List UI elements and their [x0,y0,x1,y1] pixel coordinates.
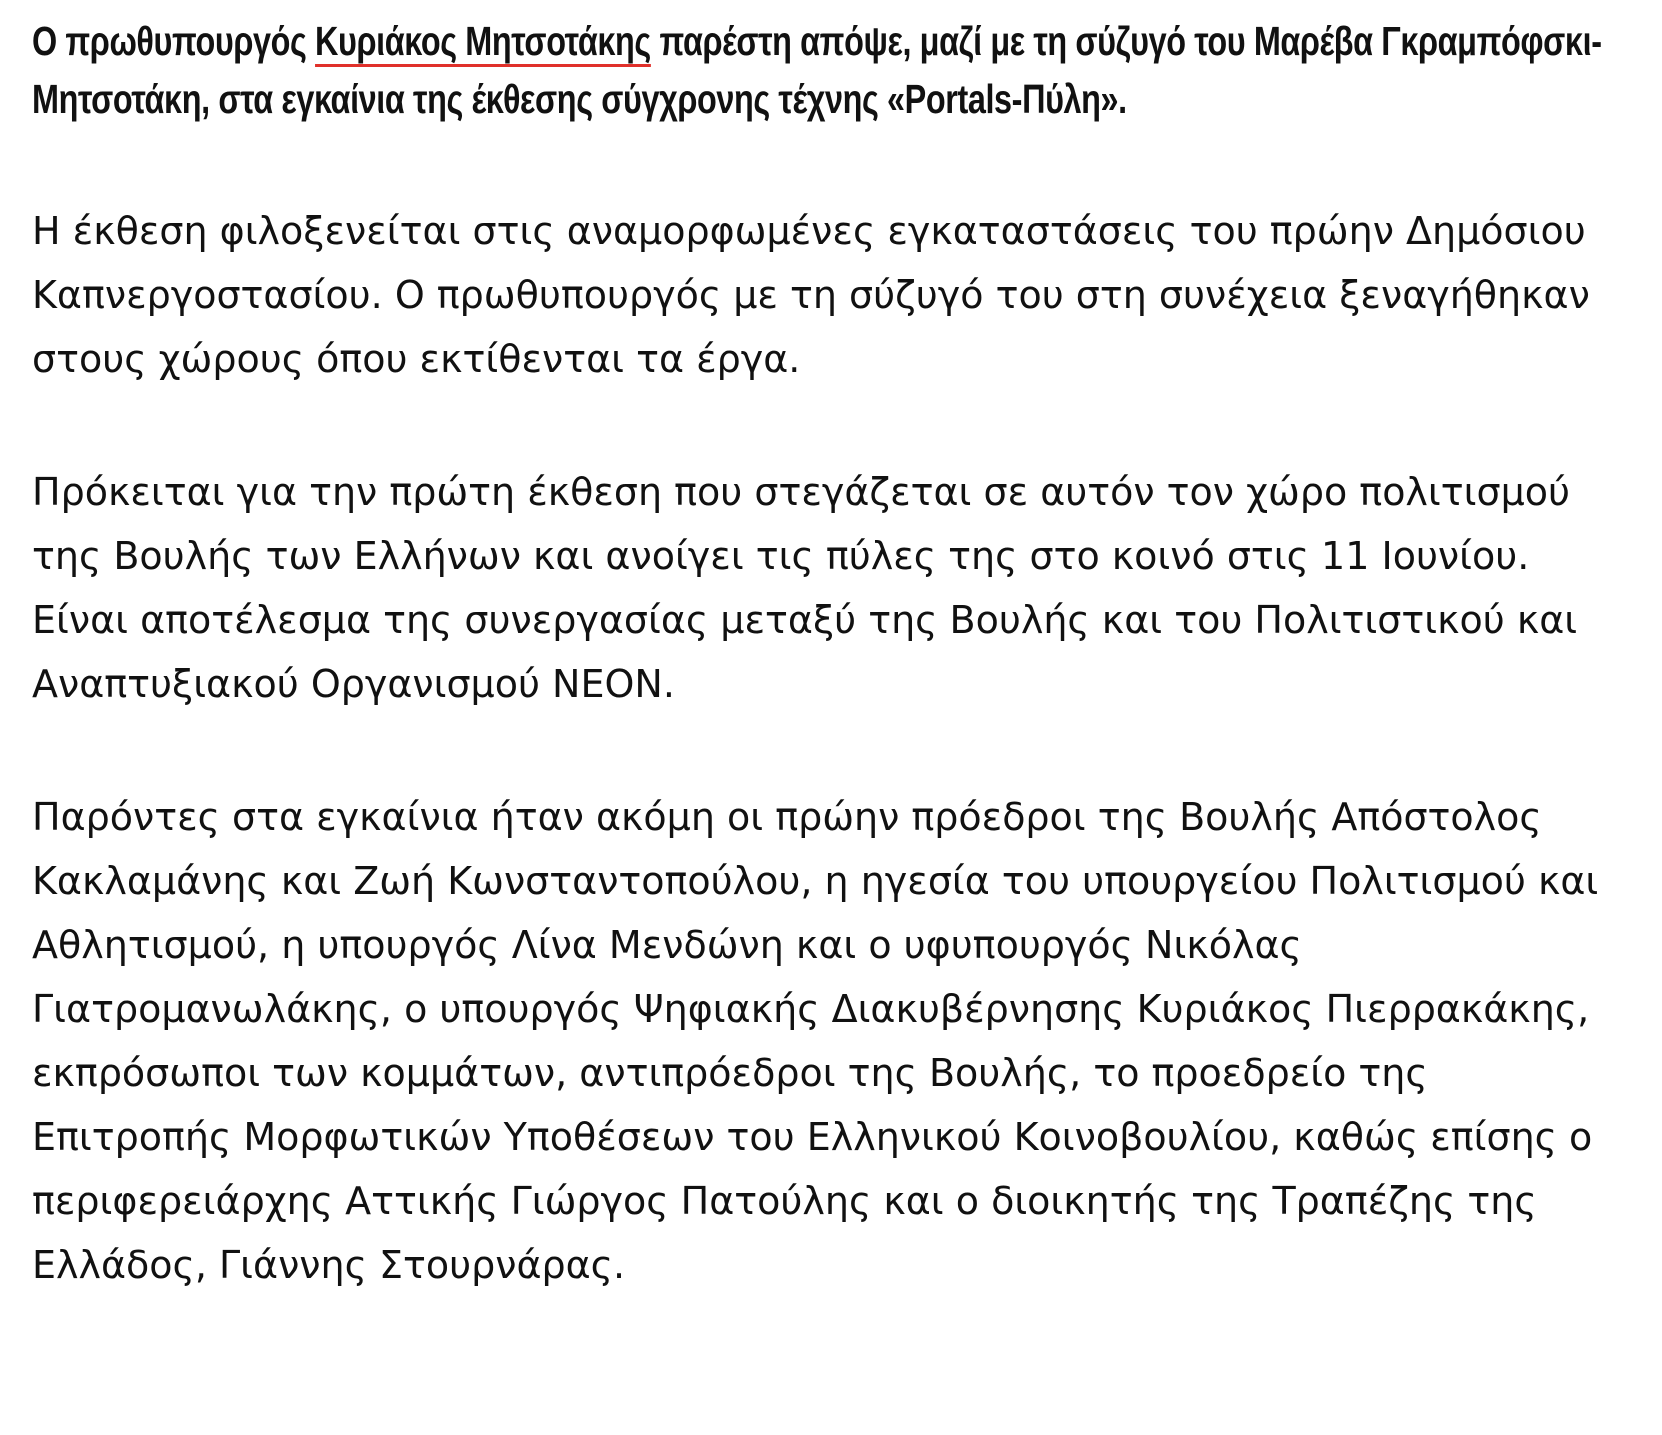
lead-text-before: Ο πρωθυπουργός [32,18,316,64]
lead-text-after: παρέστη απόψε, μαζί με τη σύζυγό του Μαρέβα Γκραμπόφσκι-Μητσοτάκη, στα εγκαίνια της έκθεσης σύγχρονης τέχνης «Portals-Πύλη». [32,18,1602,122]
person-link-kyriakos-mitsotakis[interactable]: Κυριάκος Μητσοτάκης [315,18,651,64]
article-lead [32,12,1636,128]
article-body [32,12,1642,1297]
article-paragraph: Πρόκειται για την πρώτη έκθεση που στεγάζεται σε αυτόν τον χώρο πολιτισμού της Βουλής των Ελλήνων και ανοίγει τις πύλες της στο κοινό στις 11 Ιουνίου. Είναι αποτέλεσμα της συνεργασίας μεταξύ της Βουλής και του Πολιτιστικού και Αναπτυξιακού Οργανισμού NEON. [32,470,1578,706]
article-paragraph: Παρόντες στα εγκαίνια ήταν ακόμη οι πρώην πρόεδροι της Βουλής Απόστολος Κακλαμάνης και Ζωή Κωνσταντοπούλου, η ηγεσία του υπουργείου Πολιτισμού και Αθλητισμού, η υπουργός Λίνα Μενδώνη και ο υφυπουργός Νικόλας Γιατρομανωλάκης, ο υπουργός Ψηφιακής Διακυβέρνησης Κυριάκος Πιερρακάκης, εκπρόσωποι των κομμάτων, αντιπρόεδροι της Βουλής, το προεδρείο της Επιτροπής Μορφωτικών Υποθέσεων του Ελληνικού Κοινοβουλίου, καθώς επίσης ο περιφερειάρχης Αττικής Γιώργος Πατούλης και ο διοικητής της Τραπέζης της Ελλάδος, Γιάννης Στουρνάρας. [32,795,1599,1287]
article-paragraph: Η έκθεση φιλοξενείται στις αναμορφωμένες εγκαταστάσεις του πρώην Δημόσιου Καπνεργοστασίου. Ο πρωθυπουργός με τη σύζυγό του στη συνέχεια ξεναγήθηκαν στους χώρους όπου εκτίθενται τα έργα. [32,209,1590,381]
